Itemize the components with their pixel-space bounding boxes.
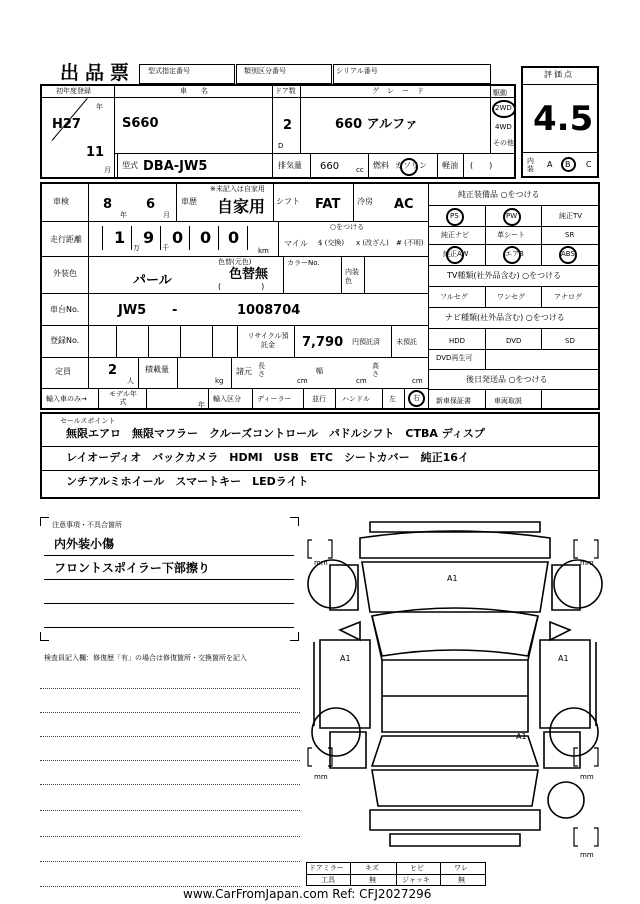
door-suffix: D: [278, 142, 284, 150]
drive-other: その他: [493, 139, 514, 147]
drive-4wd: 4WD: [495, 123, 512, 131]
import-dealer: ディーラー: [257, 395, 292, 403]
later-warranty: 新車保証書: [436, 397, 471, 405]
mileage-digit-5: 0: [228, 228, 240, 247]
length-cm: cm: [297, 377, 308, 385]
sen-unit: 千: [162, 244, 169, 252]
fuel-other: ( ): [470, 161, 493, 170]
equip-leather: 革シート: [497, 231, 525, 239]
handle-label: ハンドル: [342, 395, 370, 403]
model-year-label: モデル年式: [109, 390, 137, 406]
interior-color-label: 内装色: [345, 268, 359, 285]
car-damage-diagram: [300, 510, 610, 860]
kg-unit: kg: [215, 377, 224, 385]
inspector-label: 検査員記入欄：修復歴「有」の場合は修復箇所・交換箇所を記入: [44, 654, 247, 662]
sales-line-3: ンチアルミホイール スマートキー LEDライト: [66, 475, 309, 488]
sales-points-label: セールスポイント: [60, 417, 116, 425]
note-line-2: フロントスポイラー下部擦り: [54, 561, 210, 575]
equip-airbag: エアB: [505, 250, 524, 258]
mm-front-right: mm: [580, 559, 594, 567]
mirror-header-0: ドアミラー: [309, 864, 344, 872]
tv-oneseg: ワンセグ: [497, 293, 525, 301]
serial-label: シリアル番号: [336, 67, 378, 75]
mirror-header-1: キズ: [365, 864, 379, 872]
color-orig-label: 色替(元色): [218, 258, 252, 266]
chassis-label: 車台No.: [50, 305, 80, 314]
drive-label: 駆動: [493, 89, 507, 97]
color-value: パール: [133, 273, 172, 288]
shift-label: シフト: [276, 197, 300, 206]
width-cm: cm: [356, 377, 367, 385]
mile-opt-exchange: $ (交換): [318, 239, 345, 247]
equip-pw: PW: [506, 212, 518, 220]
fuel-gas: ガソリン: [395, 161, 427, 170]
history-note: ※未記入は自家用: [210, 185, 265, 193]
mile-circle-note: ○をつける: [330, 223, 365, 231]
year-unit: 年: [96, 103, 103, 111]
chassis-dash: -: [172, 303, 178, 318]
person-unit: 人: [127, 377, 134, 385]
recycle-label: リサイクル預託金: [247, 332, 289, 349]
km-unit: km: [258, 247, 269, 255]
mirror-cell-2: ジャッキ: [402, 876, 430, 884]
interior-grade-c: C: [586, 160, 592, 169]
grade-value: 660 アルファ: [335, 117, 418, 132]
handle-left: 左: [389, 395, 396, 403]
ac-label: 冷房: [357, 197, 373, 206]
model-value: DBA-JW5: [143, 159, 208, 174]
import-label: 輸入車のみ→: [46, 395, 87, 403]
cc-unit: cc: [356, 166, 364, 174]
mm-rear-right: mm: [580, 773, 594, 781]
mm-rear-left: mm: [314, 773, 328, 781]
mm-spare: mm: [580, 851, 594, 859]
footer-watermark: www.CarFromJapan.com Ref: CFJ2027296: [183, 887, 432, 901]
registration-label: 登録No.: [50, 336, 80, 345]
car-name-label: 車名: [180, 87, 222, 95]
dvd-play-label: DVD再生可: [436, 354, 473, 362]
class-label: 類別区分番号: [244, 67, 286, 75]
displacement-value: 660: [320, 161, 340, 172]
chassis-prefix: JW5: [118, 303, 147, 318]
insp-month-unit: 月: [163, 211, 170, 219]
color-paren: ( ): [218, 282, 265, 291]
load-label: 積載量: [145, 365, 169, 374]
score-label: 評価点: [544, 70, 574, 79]
import-parallel: 並行: [312, 395, 326, 403]
document-title: 出品票: [60, 62, 136, 84]
mileage-label: 走行距離: [50, 235, 82, 244]
capacity-value: 2: [108, 363, 118, 378]
navi-sd: SD: [565, 337, 575, 345]
damage-mark-hood: A1: [447, 574, 458, 583]
inspection-month: 6: [146, 197, 156, 212]
mile-opt-unknown: # (不明): [396, 239, 424, 247]
equip-sr: SR: [565, 231, 575, 239]
damage-mark-right: A1: [558, 654, 569, 663]
equip-aw: 純正AW: [443, 250, 469, 258]
tv-fullseg: フルセグ: [440, 293, 468, 301]
history-value: 自家用: [217, 197, 266, 216]
month-unit: 月: [104, 166, 111, 174]
model-year-unit: 年: [198, 401, 205, 409]
doors-label: ドア数: [275, 87, 296, 95]
mirror-header-2: ヒビ: [410, 864, 424, 872]
car-name: S660: [122, 116, 159, 131]
equip-tv: 純正TV: [559, 212, 583, 220]
mirror-cell-1: 無: [369, 876, 376, 884]
equip-ps: PS: [450, 212, 459, 220]
mile-label: マイル: [284, 239, 308, 248]
inspection-year: 8: [103, 197, 113, 212]
length-label: 長さ: [258, 362, 265, 378]
man-unit: 万: [133, 244, 140, 252]
mirror-header-3: ワレ: [454, 864, 468, 872]
sales-line-2: レイオーディオ バックカメラ HDMI USB ETC シートカバー 純正16イ: [66, 451, 469, 464]
height-label: 高さ: [372, 362, 379, 378]
damage-mark-left: A1: [340, 654, 351, 663]
mm-front-left: mm: [314, 559, 328, 567]
mile-opt-tamper: x (改ざん): [356, 239, 389, 247]
recycle-paid: 円預託済: [352, 338, 380, 346]
first-reg-label: 初年度登録: [56, 87, 91, 95]
tv-analog: アナログ: [554, 293, 582, 301]
mileage-digit-2: 9: [143, 228, 155, 247]
later-manual: 車両取説: [494, 397, 522, 405]
height-cm: cm: [412, 377, 423, 385]
width-label: 幅: [316, 367, 323, 375]
equip-navi: 純正ナビ: [441, 231, 469, 239]
displacement-label: 排気量: [278, 161, 302, 170]
navi-dvd: DVD: [506, 337, 522, 345]
shift-value: FAT: [315, 197, 341, 212]
score-value: 4.5: [533, 99, 594, 139]
damage-mark-rear-right: A1: [516, 732, 527, 741]
color-label: 外装色: [53, 269, 77, 278]
navi-title: ナビ種類(社外品含む) ○をつける: [445, 313, 565, 322]
handle-right: 右: [413, 394, 420, 402]
interior-grade-b: B: [565, 160, 571, 169]
first-reg-year: H27: [52, 117, 81, 132]
model-approval-label: 型式指定番号: [148, 67, 190, 75]
mirror-cell-0: 工具: [321, 876, 335, 884]
doors-value: 2: [283, 118, 293, 133]
mirror-cell-3: 無: [458, 876, 465, 884]
later-title: 後日発送品 ○をつける: [466, 375, 548, 384]
chassis-number: 1008704: [237, 303, 301, 318]
insp-year-unit: 年: [120, 211, 127, 219]
notes-label: 注意事項・不具合箇所: [52, 521, 122, 529]
tv-title: TV種類(社外品含む) ○をつける: [447, 271, 562, 280]
inspection-label: 車検: [53, 197, 69, 206]
mileage-digit-1: 1: [114, 228, 126, 247]
recycle-unpaid: 未預託: [396, 338, 417, 346]
mileage-digit-4: 0: [200, 228, 212, 247]
mileage-digit-3: 0: [172, 228, 184, 247]
sales-line-1: 無限エアロ 無限マフラー クルーズコントロール パドルシフト CTBA ディスプ: [66, 427, 485, 440]
equipment-title: 純正装備品 ○をつける: [458, 190, 540, 199]
grade-label: グレード: [372, 87, 432, 95]
interior-grade-a: A: [547, 160, 553, 169]
dims-label: 諸元: [236, 367, 252, 376]
first-reg-month: 11: [86, 145, 105, 160]
drive-2wd: 2WD: [495, 104, 512, 112]
color-change-value: 色替無: [229, 267, 269, 282]
note-line-1: 内外装小傷: [54, 537, 115, 551]
recycle-value: 7,790: [302, 335, 344, 350]
navi-hdd: HDD: [449, 337, 466, 345]
import-class-label: 輸入区分: [213, 395, 241, 403]
interior-label: 内装: [527, 157, 534, 173]
model-label: 型式: [122, 161, 138, 170]
fuel-label: 燃料: [373, 161, 389, 170]
ac-value: AC: [394, 197, 414, 212]
color-no-label: カラーNo.: [287, 259, 320, 267]
fuel-diesel: 軽油: [442, 161, 458, 170]
capacity-label: 定員: [55, 367, 71, 376]
history-label: 車歴: [181, 197, 197, 206]
equip-abs: ABS: [561, 250, 575, 258]
